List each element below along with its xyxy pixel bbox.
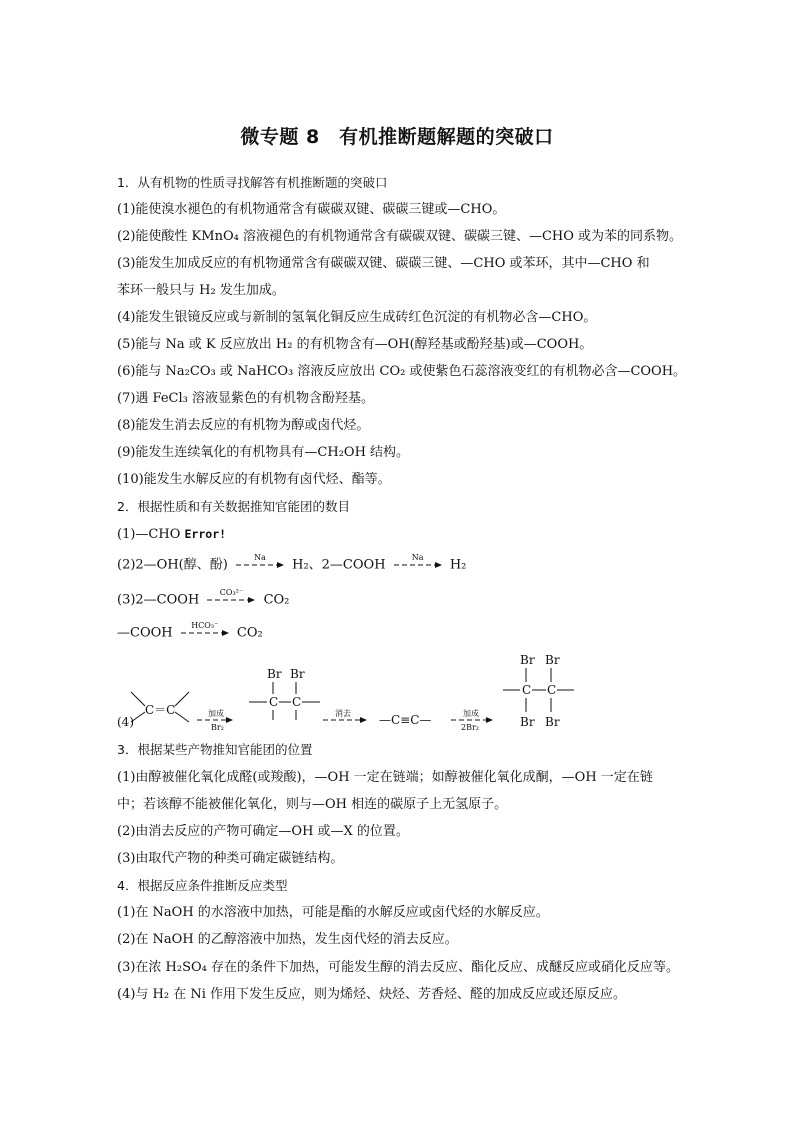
- section-2-heading: 2．根据性质和有关数据推知官能团的数目: [117, 499, 350, 514]
- s2-item-1: [117, 524, 226, 545]
- arrow-1-condition: 加成: [208, 709, 224, 718]
- s2-item-2-part-c: H₂: [449, 557, 467, 573]
- br-atom: Br: [290, 667, 305, 681]
- reaction-scheme: [117, 650, 597, 732]
- s2-item-2-part-b: H₂、2—COOH: [292, 557, 386, 573]
- reaction-arrow-na-1: [236, 555, 284, 575]
- arrow-condition: CO₃²⁻: [219, 588, 244, 597]
- s4-item-3: (3)在浓 H₂SO₄ 存在的条件下加热，可能发生醇的消去反应、酯化反应、成醚反应或硝化反应等。: [117, 960, 680, 975]
- c-atom: C: [269, 695, 279, 709]
- c-atom: C: [522, 683, 532, 697]
- br-atom: Br: [545, 653, 560, 667]
- s1-item-6: (6)能与 Na₂CO₃ 或 NaHCO₃ 溶液反应放出 CO₂ 或使紫色石蕊溶液变红的有机物必含—COOH。: [117, 364, 687, 379]
- br-atom: Br: [520, 715, 535, 729]
- page-title: 微专题 8 有机推断题解题的突破口: [240, 126, 554, 148]
- c-atom: C: [292, 695, 302, 709]
- s3-item-1: (1)由醇被催化氧化成醛(或羧酸)，—OH 一定在链端；如醇被催化氧化成酮，—OH 一定在链: [117, 770, 653, 785]
- s1-item-7: (7)遇 FeCl₃ 溶液显紫色的有机物含酚羟基。: [117, 391, 374, 406]
- br-atom: Br: [545, 715, 560, 729]
- s2-item-3b-part-a: —COOH: [117, 625, 173, 641]
- s4-item-4: (4)与 H₂ 在 Ni 作用下发生反应，则为烯烃、炔烃、芳香烃、醛的加成反应或还原反应。: [117, 987, 627, 1002]
- s2-item-1-text: (1)—CHO: [117, 527, 181, 542]
- s2-item-2: [117, 555, 466, 576]
- alkene: C＝C: [145, 703, 176, 717]
- reaction-arrow-co3: [207, 590, 255, 610]
- br-atom: Br: [520, 653, 535, 667]
- s4-item-2: (2)在 NaOH 的乙醇溶液中加热，发生卤代烃的消去反应。: [117, 932, 458, 947]
- s2-item-3-part-a: (3)2—COOH: [117, 592, 200, 608]
- s3-item-2: (2)由消去反应的产物可确定—OH 或—X 的位置。: [117, 824, 409, 839]
- s1-item-4: (4)能发生银镜反应或与新制的氢氧化铜反应生成砖红色沉淀的有机物必含—CHO。: [117, 310, 597, 325]
- s3-item-3: (3)由取代产物的种类可确定碳链结构。: [117, 851, 344, 866]
- s3-item-1-cont: 中；若该醇不能被催化氧化，则与—OH 相连的碳原子上无氢原子。: [117, 797, 508, 812]
- reaction-arrow-hco3: [181, 623, 229, 643]
- arrow-2-head: [360, 717, 367, 723]
- arrow-3-reagent: 2Br₂: [461, 723, 479, 732]
- s1-item-5: (5)能与 Na 或 K 反应放出 H₂ 的有机物含有—OH(醇羟基或酚羟基)或—COOH。: [117, 337, 593, 352]
- s2-item-2-part-a: (2)2—OH(醇、酚): [117, 557, 228, 573]
- arrow-condition: Na: [254, 553, 266, 562]
- alkyne: —C≡C—: [379, 713, 432, 727]
- arrow-condition: Na: [411, 553, 424, 562]
- arrow-3-condition: 加成: [463, 709, 479, 718]
- bond: [175, 712, 189, 722]
- s2-item-3b: [117, 623, 263, 644]
- s1-item-1: (1)能使溴水褪色的有机物通常含有碳碳双键、碳碳三键或—CHO。: [117, 202, 506, 217]
- arrow-3-head: [486, 717, 493, 723]
- reaction-arrow-na-2: [394, 555, 442, 575]
- arrow-condition: HCO₃⁻: [191, 621, 219, 630]
- arrow-1-reagent: Br₂: [211, 723, 224, 732]
- arrow-1-head: [226, 717, 233, 723]
- s1-item-2: (2)能使酸性 KMnO₄ 溶液褪色的有机物通常含有碳碳双键、碳碳三键、—CHO 或为苯的同系物。: [117, 229, 683, 244]
- s1-item-10: (10)能发生水解反应的有机物有卤代烃、酯等。: [117, 472, 391, 487]
- section-4-heading: 4．根据反应条件推断反应类型: [117, 878, 288, 893]
- bond: [131, 692, 145, 706]
- c-atom: C: [547, 683, 557, 697]
- s1-item-9: (9)能发生连续氧化的有机物具有—CH₂OH 结构。: [117, 445, 410, 460]
- s1-item-8: (8)能发生消去反应的有机物为醇或卤代烃。: [117, 418, 370, 433]
- bond: [175, 692, 189, 706]
- error-field: Error!: [184, 527, 227, 541]
- scheme-label: (4): [117, 715, 134, 729]
- s4-item-1: (1)在 NaOH 的水溶液中加热，可能是酯的水解反应或卤代烃的水解反应。: [117, 905, 549, 920]
- s2-item-3: [117, 590, 289, 611]
- s2-item-3-part-b: CO₂: [263, 592, 290, 608]
- arrow-2-condition: 消去: [335, 709, 351, 718]
- s1-item-3: (3)能发生加成反应的有机物通常含有碳碳双键、碳碳三键、—CHO 或苯环，其中—CHO 和: [117, 256, 650, 271]
- s2-item-3b-part-b: CO₂: [236, 625, 263, 641]
- br-atom: Br: [267, 667, 282, 681]
- s1-item-3-cont: 苯环一般只与 H₂ 发生加成。: [117, 283, 285, 298]
- section-1-heading: 1．从有机物的性质寻找解答有机推断题的突破口: [117, 175, 388, 190]
- section-3-heading: 3．根据某些产物推知官能团的位置: [117, 742, 313, 757]
